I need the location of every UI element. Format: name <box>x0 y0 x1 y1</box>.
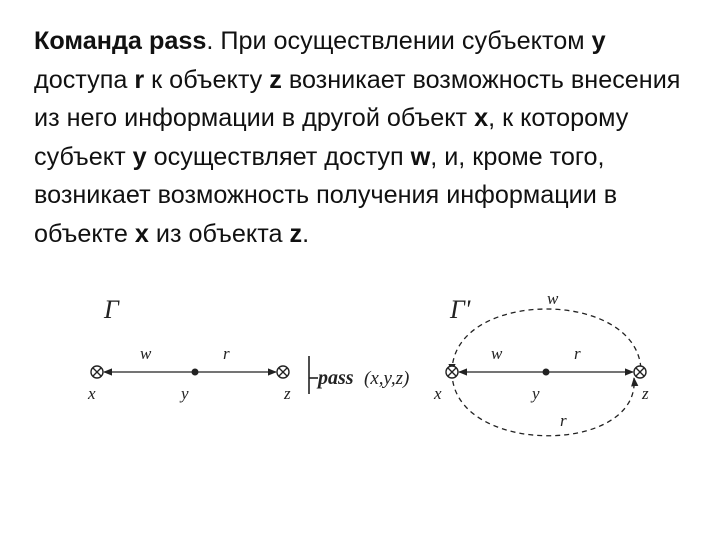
right-label-w: w <box>491 344 503 363</box>
right-node-x <box>446 366 458 378</box>
var-y: y <box>132 142 147 171</box>
text-seg: к объекту <box>144 65 270 94</box>
var-z: z <box>269 65 282 94</box>
var-y: y <box>591 27 606 55</box>
right-arc-r <box>452 372 634 436</box>
var-w: w <box>410 142 431 171</box>
text-seg: . <box>302 219 310 248</box>
text-seg: доступа <box>34 65 135 94</box>
text-seg: . При осуществлении субъектом <box>206 27 592 55</box>
left-node-y <box>192 369 199 376</box>
text-seg: , и, кроме того, возникает возможность получения информации в объекте <box>34 142 618 248</box>
text-seg: возникает возможность внесения из него информации в другой объект <box>34 65 681 133</box>
text-seg: из объекта <box>148 219 290 248</box>
right-graph <box>433 289 649 436</box>
text-seg: осуществляет доступ <box>146 142 411 171</box>
right-label-y: y <box>532 384 540 403</box>
command-name: pass <box>318 367 354 389</box>
left-label-y: y <box>181 384 189 403</box>
var-x: x <box>474 104 489 133</box>
right-label-r: r <box>574 344 581 363</box>
left-label-w: w <box>140 344 152 363</box>
left-label-z: z <box>284 384 291 403</box>
right-arc-w <box>452 309 641 372</box>
left-node-z <box>277 366 289 378</box>
right-node-y <box>543 369 550 376</box>
command-args: (x,y,z) <box>364 368 410 389</box>
right-node-z <box>634 366 646 378</box>
left-label-x: x <box>88 384 96 403</box>
left-graph-label: Γ <box>104 295 119 324</box>
var-x: x <box>134 219 149 248</box>
left-node-x <box>91 366 103 378</box>
right-label-top-w: w <box>547 289 559 308</box>
right-label-bottom-r: r <box>560 411 567 430</box>
right-graph-label: Γ' <box>450 295 471 324</box>
command-transition <box>309 356 409 394</box>
left-graph <box>87 295 291 403</box>
command-title: Команда pass <box>34 27 207 55</box>
right-label-z: z <box>642 384 649 403</box>
var-z: z <box>289 219 303 248</box>
left-label-r: r <box>223 344 230 363</box>
var-r: r <box>134 65 145 94</box>
right-label-x: x <box>434 384 442 403</box>
text-seg: , к которому субъект <box>34 104 629 171</box>
